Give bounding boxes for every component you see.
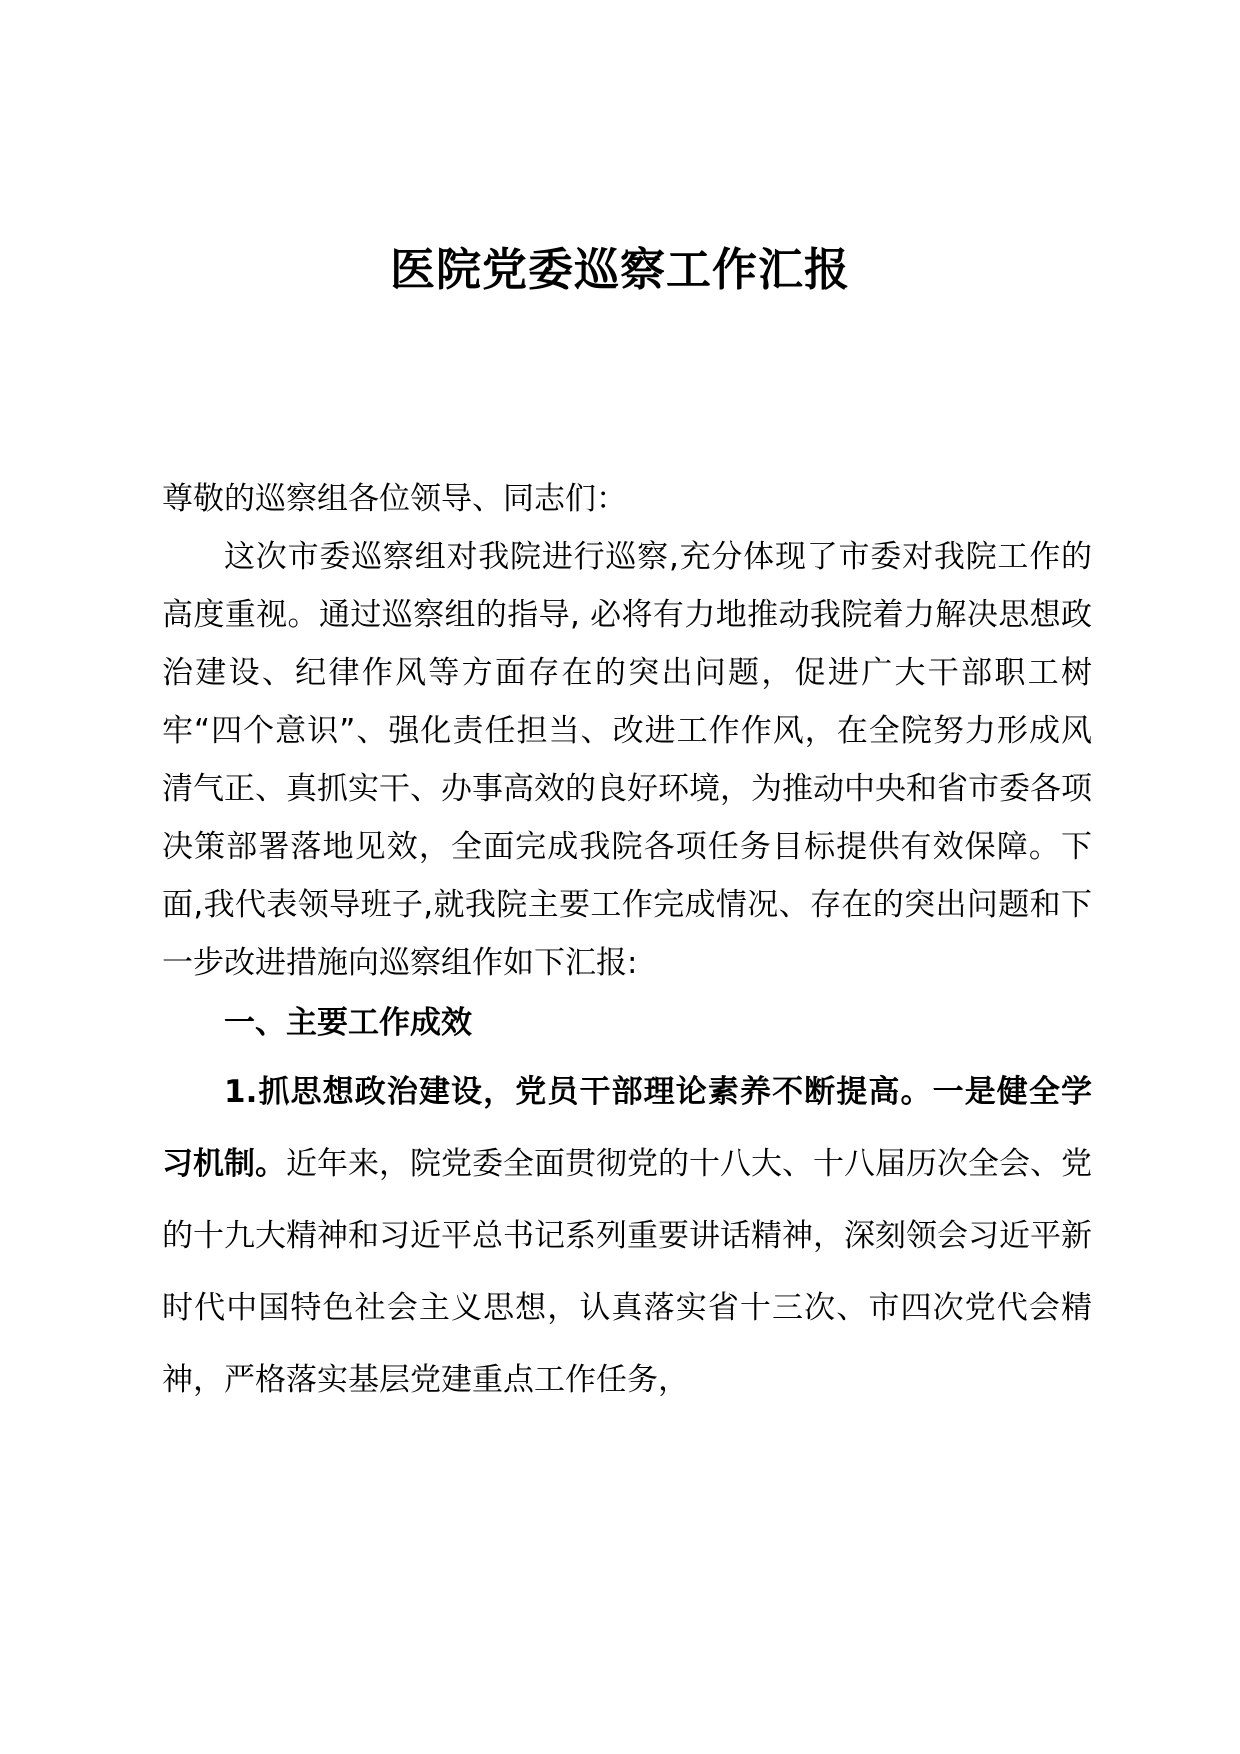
intro-paragraph: 这次市委巡察组对我院进行巡察,充分体现了市委对我院工作的高度重视。通过巡察组的指导, 必将有力地推动我院着力解决思想政治建设、纪律作风等方面存在的突出问题，促进广大干部职工树牢“四个意识”、强化责任担当、改进工作作风，在全院努力形成风清气正、真抓实干、办事高效的良好环境，为推动中央和省市委各项决策部署落地见效，全面完成我院各项任务目标提供有效保障。下面,我代表领导班子,就我院主要工作完成情况、存在的突出问题和下一步改进措施向巡察组作如下汇报: — [162, 539, 1092, 981]
item-text: 近年来，院党委全面贯彻党的十八大、十八届历次全会、党的十九大精神和习近平总书记系列重要讲话精神，深刻领会习近平新时代中国特色社会主义思想，认真落实省十三次、市四次党代会精神，严格落实基层党建重点工作任务， — [162, 1146, 1092, 1398]
item-bold-lead: 1.抓思想政治建设，党员干部理论素养不断提高。一是健全学习机制。 — [162, 1074, 1092, 1182]
document-title: 医院党委巡察工作汇报 — [389, 243, 850, 296]
document-body — [162, 470, 1092, 1416]
salutation: 尊敬的巡察组各位领导、同志们： — [162, 481, 627, 517]
section-item-paragraph — [162, 1056, 1092, 1416]
section-heading: 一、主要工作成效 — [224, 1005, 472, 1041]
